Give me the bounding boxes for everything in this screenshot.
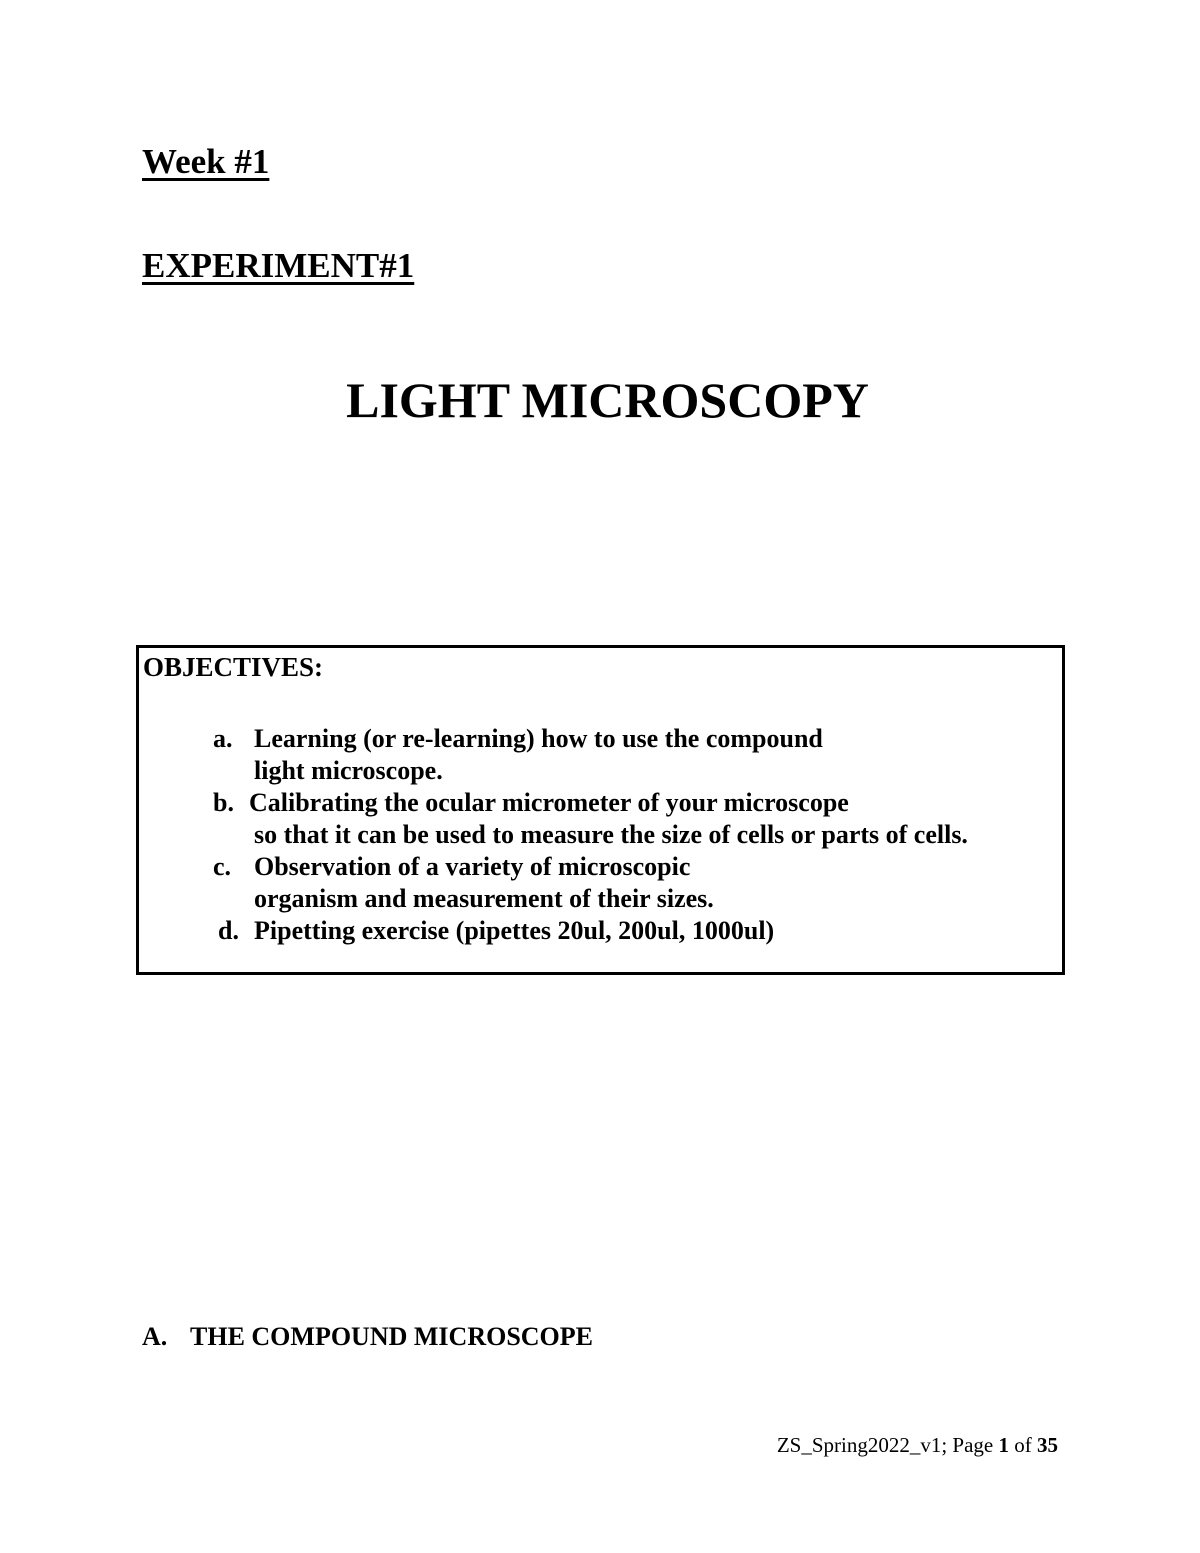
footer-page-total: 35 xyxy=(1037,1433,1058,1457)
week-heading: Week #1 xyxy=(142,142,270,181)
objective-a-line1: Learning (or re-learning) how to use the compound xyxy=(254,724,823,753)
objective-c-line2: organism and measurement of their sizes. xyxy=(254,884,714,913)
footer-of-label: of xyxy=(1009,1433,1037,1457)
section-title: THE COMPOUND MICROSCOPE xyxy=(190,1322,593,1351)
objective-b-line1: Calibrating the ocular micrometer of your microscope xyxy=(249,788,849,817)
page-title: LIGHT MICROSCOPY xyxy=(346,372,869,428)
objective-c-letter: c. xyxy=(213,852,232,881)
page-footer xyxy=(777,1433,1058,1457)
objective-a-letter: a. xyxy=(213,724,233,753)
footer-doc-id: ZS_Spring2022_v1; Page xyxy=(776,1433,999,1457)
objective-a-line2: light microscope. xyxy=(254,756,443,785)
objectives-box xyxy=(136,645,1065,975)
footer-page-current: 1 xyxy=(998,1433,1009,1457)
section-label: A. xyxy=(142,1322,168,1351)
objective-b-line2: so that it can be used to measure the size of cells or parts of cells. xyxy=(254,820,968,849)
objective-d-letter: d. xyxy=(218,916,239,945)
objective-c-line1: Observation of a variety of microscopic xyxy=(254,852,691,881)
experiment-heading: EXPERIMENT#1 xyxy=(142,246,415,285)
objectives-heading: OBJECTIVES: xyxy=(143,652,324,682)
section-heading xyxy=(142,1322,593,1352)
objectives-list xyxy=(139,648,1062,972)
objective-d-line1: Pipetting exercise (pipettes 20ul, 200ul, 1000ul) xyxy=(254,916,775,945)
objective-b-letter: b. xyxy=(213,788,234,817)
